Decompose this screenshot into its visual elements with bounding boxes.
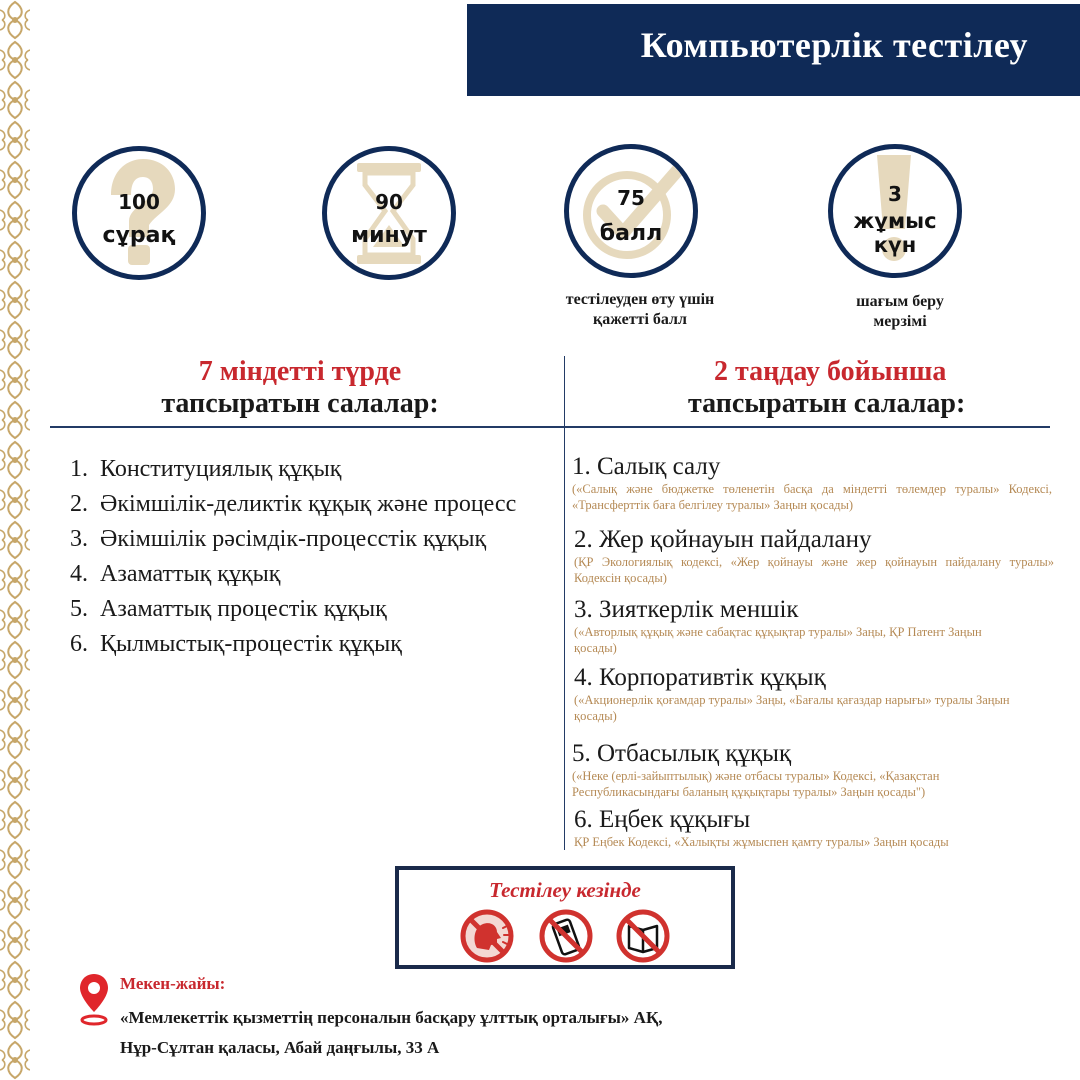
stat-value: 90 [375,190,403,214]
list-text: Қылмыстық-процестік құқық [100,631,402,657]
elective-subtitle: («Салық және бюджетке төленетін басқа да міндетті төлемдер туралы» Кодексі, «Трансферттік баға белгілеу туралы» Заңын қосады) [572,482,1052,512]
list-text: Конституциялық құқық [100,456,342,482]
ornament-border [0,0,30,1080]
elective-title: 3. Зияткерлік меншік [574,596,799,623]
appeal-caption-line1: шағым беру [856,293,944,310]
elective-item [572,453,1052,513]
list-item [70,627,520,662]
left-heading-black: тапсыратын салалар: [161,388,439,419]
no-talking-icon [459,908,515,964]
elective-item [574,806,1054,850]
no-book-icon [615,908,671,964]
list-number: 6. [70,631,88,657]
address-line2: Нұр-Сұлтан қаласы, Абай даңғылы, 33 А [120,1038,440,1057]
elective-item [572,740,1042,800]
checkmark-icon [569,149,693,273]
elective-item [574,664,1034,724]
stat-value: 3 [888,182,902,206]
score-caption-line2: қажетті балл [593,311,687,328]
stat-unit-2: күн [873,233,917,257]
list-text: Азаматтық процестік құқық [100,596,387,622]
address-line1: «Мемлекеттік қызметтің персоналын басқару ұлттық орталығы» АҚ, [120,1008,663,1027]
list-number: 4. [70,561,88,587]
left-heading-red: 7 міндетті түрде [198,356,402,387]
right-column-heading [600,356,1080,420]
location-pin-icon [78,972,110,1028]
list-number: 1. [70,456,88,482]
right-heading-red: 2 таңдау бойынша [714,356,947,387]
elective-item [574,526,1054,586]
elective-subtitle: (ҚР Экологиялық кодексі, «Жер қойнауы және жер қойнауын пайдалану туралы» Кодексін қосады) [574,555,1054,585]
elective-title: 4. Корпоративтік құқық [574,664,826,691]
ornament-pattern-icon [0,0,30,1080]
stat-minutes [322,146,456,280]
address-label: Мекен-жайы: [120,974,226,993]
elective-title: 6. Еңбек құқығы [574,806,751,833]
appeal-caption-line2: мерзімі [873,313,927,330]
score-caption [530,290,750,330]
list-number: 2. [70,491,88,517]
stat-unit: жұмыс [853,209,937,233]
elective-item [574,596,994,656]
testing-rules-title: Тестілеу кезінде [489,878,641,902]
left-column-heading [50,356,550,420]
elective-title: 2. Жер қойнауын пайдалану [574,526,872,553]
stat-value: 75 [617,186,645,210]
list-item [70,557,520,592]
stat-unit: минут [351,223,427,248]
page-title: Компьютерлік тестілеу [640,25,1028,65]
no-phone-icon [538,908,594,964]
stat-questions [72,146,206,280]
stat-value: 100 [118,190,160,214]
stat-appeal-days [828,144,962,278]
elective-title: 5. Отбасылық құқық [572,740,792,767]
testing-rules-box [395,866,735,969]
divider-horizontal [50,426,1050,428]
score-caption-line1: тестілеуден өту үшін [565,291,715,308]
list-text: Әкімшілік-деликтік құқық және процесс [100,491,517,517]
elective-subtitle: ҚР Еңбек Кодексі, «Халықты жұмыспен қамту туралы» Заңын қосады [574,835,949,849]
list-number: 3. [70,526,88,552]
list-text: Азаматтық құқық [100,561,281,587]
list-number: 5. [70,596,88,622]
stat-score [564,144,698,278]
right-heading-black: тапсыратын салалар: [688,388,966,419]
elective-subtitle: («Акционерлік қоғамдар туралы» Заңы, «Бағалы қағаздар нарығы» туралы Заңын қосады) [574,693,1010,723]
elective-subtitle: («Неке (ерлі-зайыптылық) және отбасы туралы» Кодексі, «Қазақстан Республикасындағы баланың құқықтары туралы» Заңын қосады") [572,769,940,799]
list-item [70,487,520,522]
appeal-caption [800,292,1000,332]
elective-title: 1. Салық салу [572,453,721,480]
list-item [70,452,520,487]
list-item [70,522,520,557]
list-item [70,592,520,627]
stat-unit: балл [599,221,663,246]
stat-unit: сұрақ [102,223,176,248]
elective-subtitle: («Авторлық құқық және сабақтас құқықтар туралы» Заңы, ҚР Патент Заңын қосады) [574,625,982,655]
divider-vertical [564,356,565,850]
header-banner [467,4,1080,96]
list-text: Әкімшілік рәсімдік-процесстік құқық [100,526,487,552]
address-block [120,970,663,1062]
mandatory-subjects-list [70,452,520,662]
